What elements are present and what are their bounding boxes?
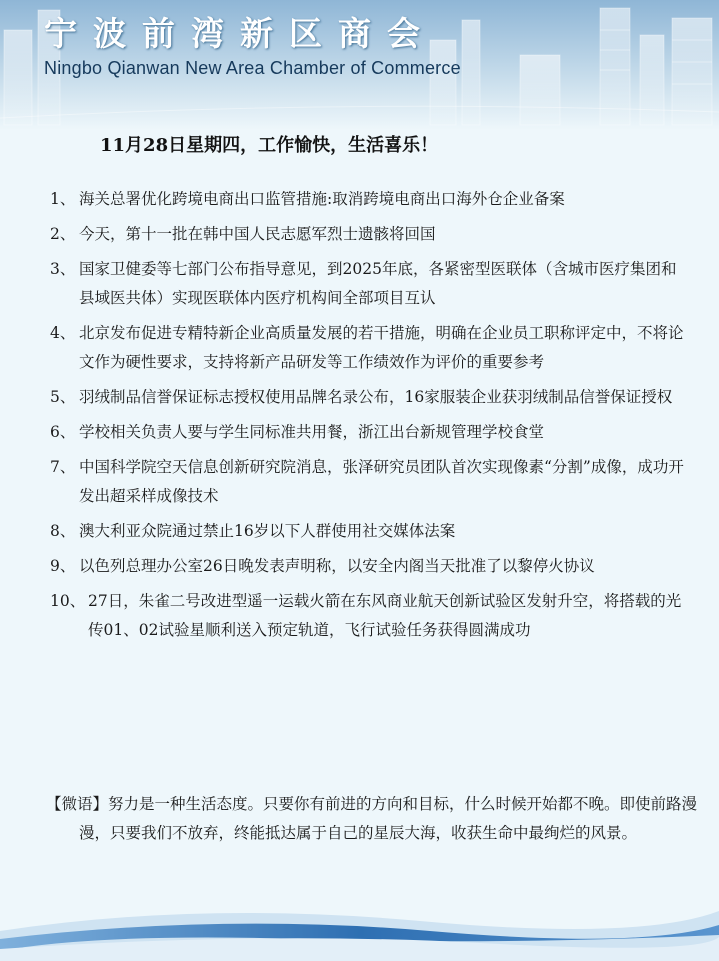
chamber-title-cn: 宁波前湾新区商会	[44, 14, 436, 53]
motto-label: 【微语】	[46, 795, 109, 813]
news-item: 4、 北京发布促进专精特新企业高质量发展的若干措施，明确在企业员工职称评定中，不将论文作为硬性要求，支持将新产品研发等工作绩效作为评价的重要参考	[50, 324, 684, 371]
motto-text: 努力是一种生活态度。只要你有前进的方向和目标，什么时候开始都不晚。即使前路漫漫，只要我们不放弃，终能抵达属于自己的星辰大海，收获生命中最绚烂的风景。	[79, 795, 698, 842]
news-item: 6、 学校相关负责人要与学生同标准共用餐，浙江出台新规管理学校食堂	[50, 423, 545, 441]
news-item: 3、 国家卫健委等七部门公布指导意见，到2025年底，各紧密型医联体（含城市医疗集团和县域医共体）实现医联体内医疗机构间全部项目互认	[50, 260, 677, 307]
news-item: 1、 海关总署优化跨境电商出口监管措施:取消跨境电商出口海外仓企业备案	[50, 190, 565, 208]
news-item: 2、 今天，第十一批在韩中国人民志愿军烈士遗骸将回国	[50, 225, 436, 243]
news-list	[46, 185, 686, 651]
news-item: 9、 以色列总理办公室26日晚发表声明称，以安全内阁当天批准了以黎停火协议	[50, 557, 595, 575]
news-item: 8、 澳大利亚众院通过禁止16岁以下人群使用社交媒体法案	[50, 522, 456, 540]
news-item: 7、 中国科学院空天信息创新研究院消息，张泽研究员团队首次实现像素“分割”成像，成功开发出超采样成像技术	[50, 458, 684, 505]
news-item: 5、 羽绒制品信誉保证标志授权使用品牌名录公布，16家服装企业获羽绒制品信誉保证授权	[50, 388, 673, 406]
footer-wave-decoration	[0, 891, 719, 961]
chamber-title-en: Ningbo Qianwan New Area Chamber of Commerce	[44, 58, 461, 78]
header-banner	[0, 0, 719, 130]
news-item: 10、 27日，朱雀二号改进型遥一运载火箭在东风商业航天创新试验区发射升空，将搭载的光传01、02试验星顺利送入预定轨道，飞行试验任务获得圆满成功	[50, 592, 682, 639]
motto-paragraph	[46, 790, 719, 848]
date-greeting: 11月28日星期四，工作愉快，生活喜乐！	[100, 135, 439, 156]
